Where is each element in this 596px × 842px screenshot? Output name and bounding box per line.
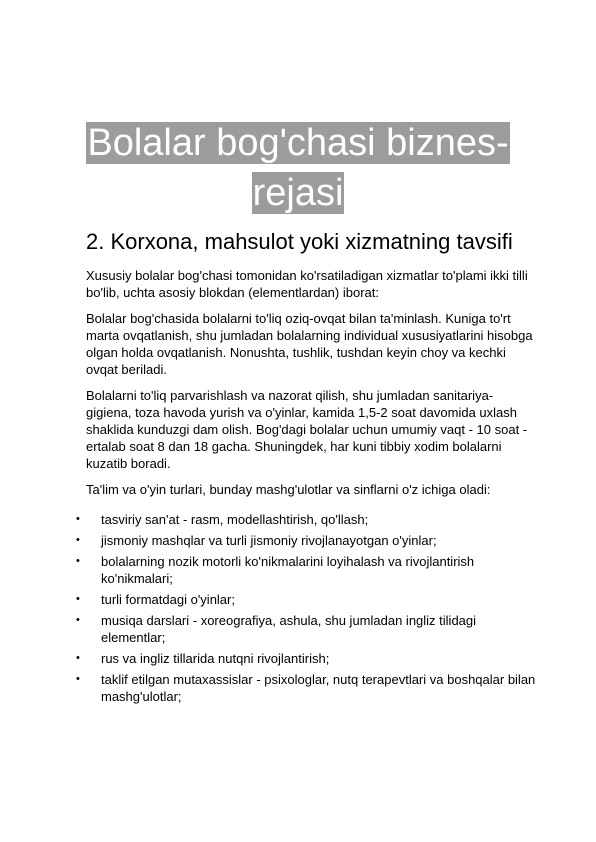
bullet-icon: • [76,614,80,626]
list-item-text: taklif etilgan mutaxassislar - psixologlar, nutq terapevtlari va boshqalar bilan mashg'ulotlar; [101,672,536,704]
document-title-line-1: Bolalar bog'chasi biznes- [87,122,509,164]
list-item-text: rus va ingliz tillarida nutqni rivojlantirish; [101,651,330,666]
document-title-line-2: rejasi [252,172,344,214]
list-item-text: tasviriy san'at - rasm, modellashtirish, qo'llash; [101,512,369,527]
bullet-icon: • [76,673,80,685]
list-item [76,553,536,587]
activities-list [76,511,536,705]
list-item [76,650,536,667]
bullet-icon: • [76,555,80,567]
list-item [76,591,536,608]
bullet-icon: • [76,513,80,525]
document-body [76,228,536,709]
paragraph-care: Bolalarni to'liq parvarishlash va nazorat qilish, shu jumladan sanitariya-gigiena, toza havoda yurish va o'yinlar, kamida 1,5-2 soat davomida uxlash shaklida kunduzgi dam olish. Bog'dagi bolalar uchun umumiy vaqt - 10 soat - ertalab soat 8 dan 18 gacha. Shuningdek, har kuni tibbiy xodim bolalarni kuzatib boradi. [86,388,528,471]
list-item-text: bolalarning nozik motorli ko'nikmalarini loyihalash va rivojlantirish ko'nikmalari; [101,554,475,586]
list-item [76,511,536,528]
list-item [76,612,536,646]
document-title [60,118,536,218]
list-item-text: turli formatdagi o'yinlar; [101,592,235,607]
list-item-text: jismoniy mashqlar va turli jismoniy rivojlanayotgan o'yinlar; [101,533,437,548]
bullet-icon: • [76,593,80,605]
paragraph-intro: Xususiy bolalar bog'chasi tomonidan ko'rsatiladigan xizmatlar to'plami ikki tilli bo'lib, uchta asosiy blokdan (elementlardan) iborat: [86,268,528,300]
paragraph-nutrition: Bolalar bog'chasida bolalarni to'liq oziq-ovqat bilan ta'minlash. Kuniga to'rt marta ovqatlanish, shu jumladan bolalarning individual xususiyatlarini hisobga olgan holda ovqatlanish. Nonushta, tushlik, tushdan keyin choy va kechki ovqat beriladi. [86,311,533,377]
list-item-text: musiqa darslari - xoreografiya, ashula, shu jumladan ingliz tilidagi elementlar; [101,613,477,645]
paragraph-education: Ta'lim va o'yin turlari, bunday mashg'ulotlar va sinflarni o'z ichiga oladi: [86,482,491,497]
bullet-icon: • [76,534,80,546]
list-item [76,532,536,549]
list-item [76,671,536,705]
bullet-icon: • [76,652,80,664]
section-heading: 2. Korxona, mahsulot yoki xizmatning tavsifi [86,229,513,254]
